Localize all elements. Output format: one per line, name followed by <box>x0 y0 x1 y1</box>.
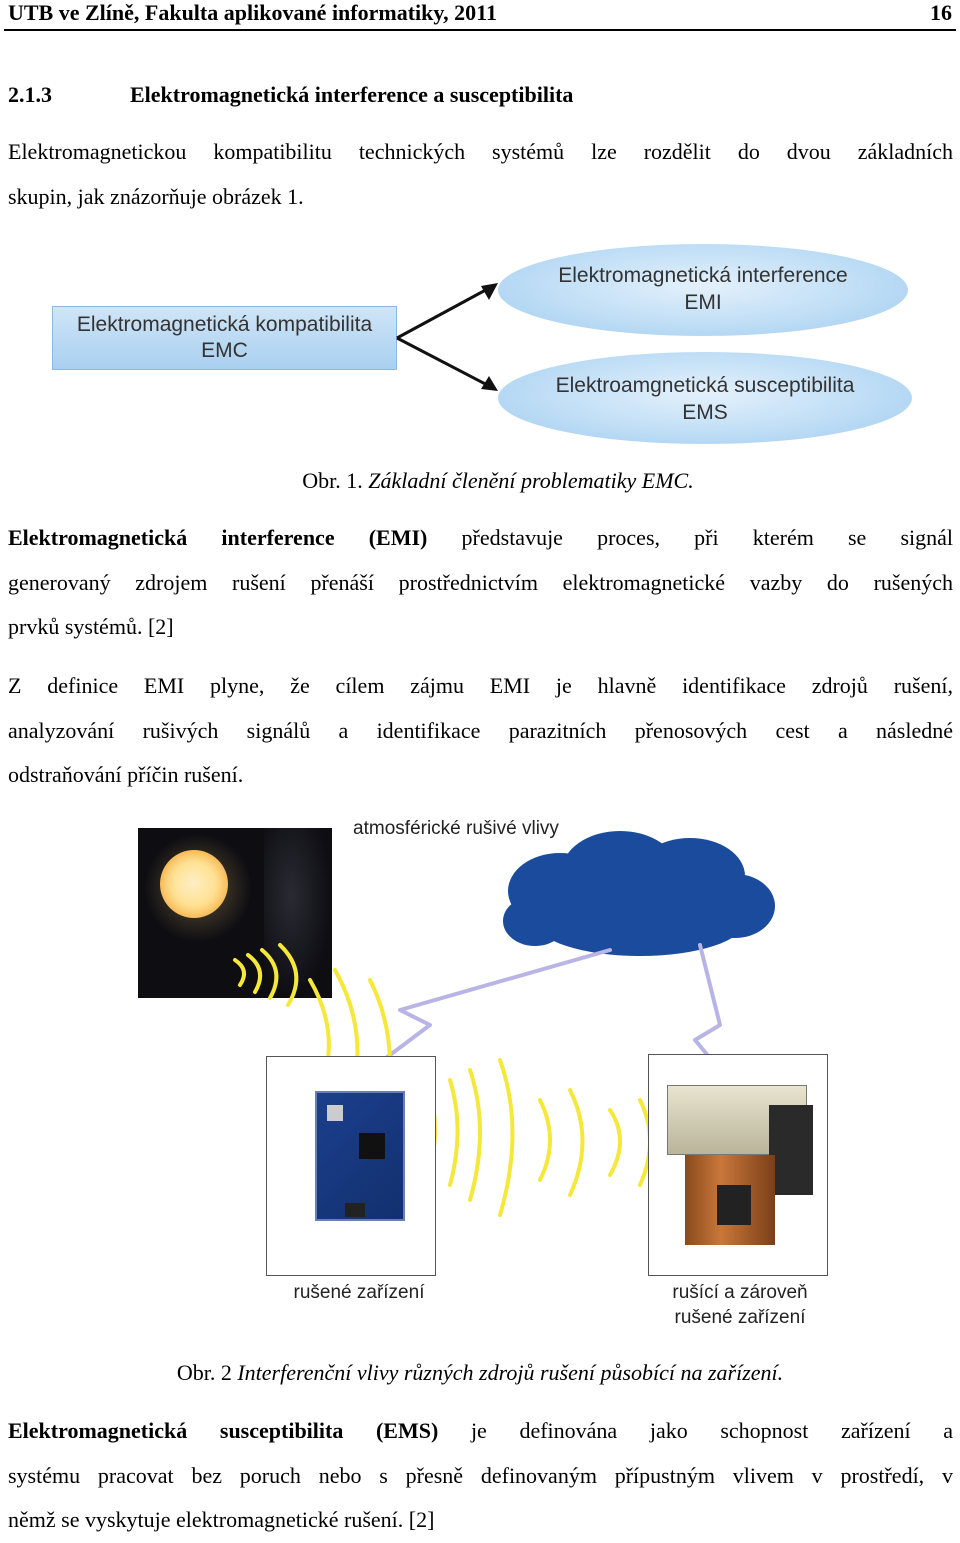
sun-glow <box>143 833 253 943</box>
disturbed-device-label: rušené zařízení <box>293 1282 425 1303</box>
ems-label: Elektroamgnetická susceptibilita <box>555 374 855 397</box>
emi-abbrev: EMI <box>684 291 722 314</box>
figure1-caption-prefix: Obr. 1. <box>302 468 369 493</box>
emi-line <box>8 516 953 561</box>
section-title: Elektromagnetická interference a susceptibilita <box>130 82 574 107</box>
figure2-caption-prefix: Obr. 2 <box>176 1360 238 1385</box>
lightning-bolt-left <box>370 950 610 1070</box>
header-rule <box>4 29 956 31</box>
figure2-caption-text: Interferenční vlivy různých zdrojů rušení působící na zařízení. <box>237 1360 784 1385</box>
transformer-coil-image <box>685 1155 775 1245</box>
intro-paragraph <box>8 130 953 219</box>
emi-ellipse <box>498 244 908 336</box>
emc-label: Elektromagnetická kompatibilita <box>76 313 373 336</box>
definition-line: analyzování rušivých signálů a identifikace parazitních přenosových cest a následné <box>8 717 953 743</box>
emi-paragraph <box>8 516 953 650</box>
arrow-to-ems <box>397 338 493 388</box>
emc-abbrev: EMC <box>201 339 248 362</box>
ems-line <box>8 1409 953 1454</box>
definition-line: Z definice EMI plyne, že cílem zájmu EMI je hlavně identifikace zdrojů rušení, <box>8 673 953 698</box>
ems-term: Elektromagnetická susceptibilita (EMS) <box>8 1418 439 1443</box>
atmospheric-label: atmosférické rušivé vlivy <box>353 818 559 839</box>
definition-line: odstraňování příčin rušení. <box>8 762 244 787</box>
figure1-caption <box>0 468 960 494</box>
ems-paragraph <box>8 1409 953 1543</box>
section-heading <box>8 82 573 108</box>
intro-line: Elektromagnetickou kompatibilitu technických systémů lze rozdělit do dvou základních <box>8 139 953 164</box>
disturbed-device-frame <box>266 1056 436 1276</box>
figure2-caption <box>0 1360 960 1386</box>
ems-abbrev: EMS <box>682 401 728 424</box>
emi-line-rest: představuje proces, při kterém se signál <box>427 525 953 550</box>
heatsink-image <box>769 1105 813 1195</box>
disturbing-device-frame <box>648 1054 828 1276</box>
running-header-title: UTB ve Zlíně, Fakulta aplikované informatiky, 2011 <box>8 0 497 25</box>
intro-line: skupin, jak znázorňuje obrázek 1. <box>8 183 304 209</box>
arrow-to-emi <box>397 286 493 338</box>
figure1-caption-text: Základní členění problematiky EMC. <box>368 468 694 493</box>
disturbing-device-label-line: rušené zařízení <box>674 1307 806 1328</box>
page-number: 16 <box>930 0 952 25</box>
emi-line: generovaný zdrojem rušení přenáší prostřednictvím elektromagnetické vazby do rušených <box>8 569 953 595</box>
ems-line: systému pracovat bez poruch nebo s přesně definovaným přípustným vlivem v prostředí, v <box>8 1462 953 1488</box>
emi-term: Elektromagnetická interference (EMI) <box>8 525 428 550</box>
ems-ellipse <box>498 352 912 444</box>
emi-label: Elektromagnetická interference <box>558 264 848 287</box>
emc-box <box>52 306 397 370</box>
emi-line: prvků systémů. [2] <box>8 614 174 639</box>
disturbing-device-label-line: rušící a zároveň <box>672 1282 808 1303</box>
section-number: 2.1.3 <box>8 82 52 107</box>
circuit-board-image <box>315 1091 405 1221</box>
ems-line: němž se vyskytuje elektromagnetické rušení. [2] <box>8 1507 435 1532</box>
definition-paragraph <box>8 664 953 798</box>
disturbing-device-label <box>640 1280 840 1330</box>
ems-line-rest: je definována jako schopnost zařízení a <box>438 1418 953 1443</box>
figure1-arrows <box>395 270 505 400</box>
